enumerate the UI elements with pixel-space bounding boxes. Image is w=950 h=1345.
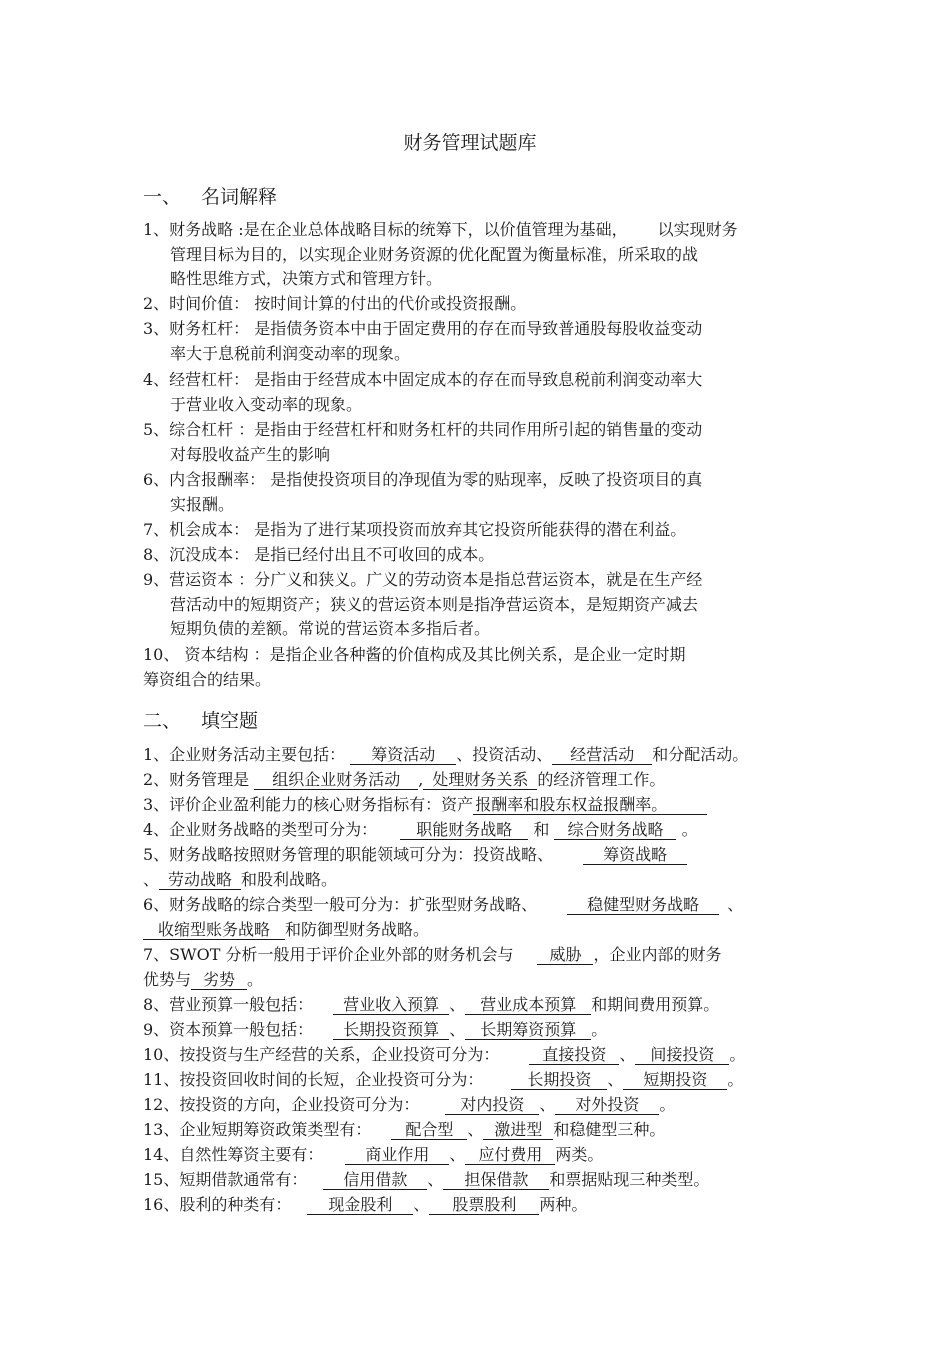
answer-blank: 现金股利 <box>307 1196 413 1215</box>
item-text-continued: 率大于息税前利润变动率的现象。 <box>170 343 411 363</box>
item-text: 。 <box>247 969 264 989</box>
fill-in-item <box>143 818 698 843</box>
definition-item <box>143 468 702 517</box>
section-heading-definitions <box>143 182 277 209</box>
section-number: 一、 <box>143 186 182 208</box>
answer-blank: 对内投资 <box>445 1096 539 1115</box>
answer-blank: 长期筹资预算 <box>465 1021 591 1040</box>
item-text: 3、财务杠杆： 是指债务资本中由于固定费用的存在而导致普通股每股收益变动 <box>143 319 703 338</box>
section-number: 二、 <box>143 710 182 732</box>
item-text: 9、营运资本 ：分广义和狭义。广义的劳动资本是指总营运资本，就是在生产经 <box>143 570 703 589</box>
item-text: 和分配活动。 <box>652 745 749 764</box>
fill-in-item <box>143 1143 603 1168</box>
item-text: 和票据贴现三种类型。 <box>549 1170 710 1189</box>
answer-blank: 威胁 <box>537 946 593 965</box>
item-text-continued: 营活动中的短期资产；狭义的营运资本则是指净营运资本，是短期资产减去 <box>170 594 699 614</box>
item-text: 1、企业财务活动主要包括： <box>143 745 346 764</box>
item-text: 2、财务管理是 <box>143 770 250 789</box>
item-text: 。 <box>729 1045 746 1064</box>
item-text: 5、财务战略按照财务管理的职能领域可分为：投资战略、 <box>143 845 554 864</box>
definition-item <box>143 518 686 543</box>
item-text: 和期间费用预算。 <box>591 995 720 1014</box>
fill-in-item <box>143 743 748 768</box>
item-text-continued: 短期负债的差额。常说的营运资本多指后者。 <box>170 619 491 638</box>
answer-blank: 营业收入预算 <box>333 996 449 1015</box>
item-text: 、 <box>539 1095 556 1114</box>
answer-blank: 筹资战略 <box>583 846 687 865</box>
answer-blank: 股票股利 <box>429 1196 539 1215</box>
item-text: 、 <box>449 1020 466 1039</box>
answer-blank: 营业成本预算 <box>465 996 591 1015</box>
definition-item <box>143 368 702 417</box>
answer-blank: 对外投资 <box>555 1096 659 1115</box>
item-text: 5、综合杠杆 ：是指由于经营杠杆和财务杠杆的共同作用所引起的销售量的变动 <box>143 420 703 439</box>
fill-in-item <box>143 1068 743 1093</box>
item-text: 和 <box>533 820 550 839</box>
item-text-continued: 筹资组合的结果。 <box>143 669 272 689</box>
answer-blank: 劳动战略 <box>159 871 241 890</box>
definition-item <box>143 292 526 317</box>
item-text: 、 <box>413 1195 430 1214</box>
fill-in-item <box>143 1093 675 1118</box>
fill-in-item <box>143 1018 607 1043</box>
item-text: 16、股利的种类有： <box>143 1195 292 1214</box>
item-text: 15、短期借款通常有： <box>143 1170 308 1189</box>
page-title: 财务管理试题库 <box>403 132 537 154</box>
item-text: 、 <box>727 895 744 914</box>
item-text: 4、企业财务战略的类型可分为： <box>143 820 378 839</box>
fill-in-item <box>143 1118 665 1143</box>
item-text: 的经济管理工作。 <box>537 770 666 789</box>
item-text: 以实现财务 <box>657 220 738 239</box>
answer-blank: 组织企业财务活动 <box>254 771 418 790</box>
definition-item <box>143 418 702 467</box>
item-text: ，企业内部的财务 <box>593 945 722 964</box>
answer-blank: 配合型 <box>391 1121 467 1140</box>
definition-item <box>143 317 702 366</box>
definition-item <box>143 643 686 692</box>
fill-in-item <box>143 893 743 942</box>
item-text: 、 <box>619 1045 636 1064</box>
answer-blank: 信用借款 <box>323 1171 427 1190</box>
item-text: 。 <box>659 1095 676 1114</box>
item-text: 14、自然性筹资主要有： <box>143 1145 324 1164</box>
item-text: 和稳健型三种。 <box>553 1120 666 1139</box>
answer-blank: 职能财务战略 <box>400 821 528 840</box>
item-text: 11、按投资回收时间的长短，企业投资可分为： <box>143 1070 484 1089</box>
item-text: 8、沉没成本： 是指已经付出且不可收回的成本。 <box>143 545 495 564</box>
item-text: 和防御型财务战略。 <box>285 919 430 939</box>
answer-blank: 劣势 <box>191 971 247 990</box>
item-text: 2、时间价值： 按时间计算的付出的代价或投资报酬。 <box>143 294 527 313</box>
definition-item <box>143 568 702 642</box>
section-label: 填空题 <box>201 710 259 732</box>
answer-blank: 长期投资 <box>511 1071 607 1090</box>
item-text: 9、资本预算一般包括： <box>143 1020 314 1039</box>
answer-blank: 激进型 <box>483 1121 553 1140</box>
fill-in-item <box>143 993 719 1018</box>
item-text-continued: 略性思维方式，决策方式和管理方针。 <box>170 269 443 288</box>
item-text-continued: 于营业收入变动率的现象。 <box>170 394 363 414</box>
item-text: 1、财务战略 :是在企业总体战略目标的统筹下，以价值管理为基础， <box>143 220 628 239</box>
item-text: 。 <box>591 1020 608 1039</box>
fill-in-item <box>143 943 721 992</box>
item-text: 两种。 <box>539 1195 588 1214</box>
answer-blank: 筹资活动 <box>350 746 456 765</box>
item-text: 6、财务战略的综合类型一般可分为：扩张型财务战略、 <box>143 895 538 914</box>
fill-in-item <box>143 1168 709 1193</box>
item-text: 和股利战略。 <box>241 869 338 889</box>
item-text-continued: 对每股收益产生的影响 <box>170 444 331 464</box>
fill-in-item <box>143 768 665 793</box>
item-text: 两类。 <box>555 1145 604 1164</box>
item-text: 4、经营杠杆： 是指由于经营成本中固定成本的存在而导致息税前利润变动率大 <box>143 370 703 389</box>
item-text: 。 <box>727 1070 744 1089</box>
answer-blank: 商业作用 <box>345 1146 449 1165</box>
answer-blank: 应付费用 <box>465 1146 555 1165</box>
item-text: 、 <box>449 995 466 1014</box>
answer-blank: 收缩型账务战略 <box>143 921 285 940</box>
fill-in-item <box>143 843 687 892</box>
definition-item <box>143 218 738 292</box>
definition-item <box>143 543 494 568</box>
item-text: 、 <box>607 1070 624 1089</box>
item-text: 7、SWOT 分析一般用于评价企业外部的财务机会与 <box>143 945 514 964</box>
answer-blank: 短期投资 <box>623 1071 727 1090</box>
section-heading-fill-in <box>143 706 258 733</box>
item-text: 、投资活动、 <box>456 745 553 764</box>
answer-blank: 稳健型财务战略 <box>567 896 719 915</box>
item-text: 7、机会成本： 是指为了进行某项投资而放弃其它投资所能获得的潜在利益。 <box>143 520 687 539</box>
item-text: 3、评价企业盈利能力的核心财务指标有：资产 <box>143 795 474 814</box>
answer-blank: 经营活动 <box>552 746 652 765</box>
fill-in-item <box>143 1193 587 1218</box>
answer-blank: 报酬率和股东权益报酬率。 <box>473 796 707 815</box>
item-text: 8、营业预算一般包括： <box>143 995 314 1014</box>
item-text: 6、内含报酬率： 是指使投资项目的净现值为零的贴现率，反映了投资项目的真 <box>143 470 703 489</box>
item-text: 、 <box>427 1170 444 1189</box>
fill-in-item <box>143 793 707 818</box>
item-text: 。 <box>681 820 698 839</box>
answer-blank: 担保借款 <box>443 1171 549 1190</box>
item-text: 优势与 <box>143 969 192 989</box>
answer-blank: 长期投资预算 <box>333 1021 449 1040</box>
item-text: 10、按投资与生产经营的关系，企业投资可分为： <box>143 1045 500 1064</box>
answer-blank: 间接投资 <box>635 1046 729 1065</box>
item-text: 10、 资本结构 ：是指企业各种酱的价值构成及其比例关系，是企业一定时期 <box>143 645 686 664</box>
fill-in-item <box>143 1043 745 1068</box>
item-text: 12、按投资的方向，企业投资可分为： <box>143 1095 420 1114</box>
item-text-continued: 实报酬。 <box>170 494 235 514</box>
item-text: , <box>418 770 424 789</box>
item-text: 、 <box>449 1145 466 1164</box>
item-text: 13、企业短期筹资政策类型有： <box>143 1120 372 1139</box>
section-label: 名词解释 <box>201 186 278 208</box>
answer-blank: 直接投资 <box>529 1046 619 1065</box>
answer-blank: 处理财务关系 <box>423 771 537 790</box>
answer-blank: 综合财务战略 <box>554 821 676 840</box>
item-text-continued: 管理目标为目的，以实现企业财务资源的优化配置为衡量标准，所采取的战 <box>170 244 699 264</box>
item-text: 、 <box>467 1120 484 1139</box>
item-text: 、 <box>143 869 160 889</box>
